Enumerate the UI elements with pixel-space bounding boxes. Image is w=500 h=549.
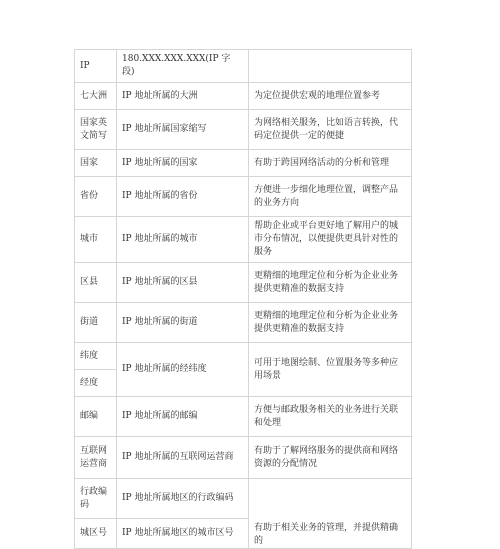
field-cell: 邮编 — [75, 397, 117, 437]
table-row — [75, 303, 412, 343]
field-cell: 区县 — [75, 263, 117, 303]
meaning-cell: 180.XXX.XXX.XXX(IP 字段) — [117, 50, 249, 83]
meaning-cell: IP 地址所属的区县 — [117, 263, 249, 303]
table-row — [75, 263, 412, 303]
use-cell: 帮助企业或平台更好地了解用户的城市分布情况，以便提供更具针对性的服务 — [249, 217, 412, 263]
table-row — [75, 397, 412, 437]
use-cell: 更精细的地理定位和分析为企业业务提供更精准的数据支持 — [249, 263, 412, 303]
meaning-cell: IP 地址所属的经纬度 — [117, 343, 249, 397]
meaning-cell: IP 地址所属的城市 — [117, 217, 249, 263]
meaning-cell: IP 地址所属地区的行政编码 — [117, 479, 249, 519]
use-cell: 为网络相关服务，比如语言转换，代码定位提供一定的便捷 — [249, 110, 412, 150]
use-cell: 有助于了解网络服务的提供商和网络资源的分配情况 — [249, 437, 412, 479]
use-cell: 更精细的地理定位和分析为企业业务提供更精准的数据支持 — [249, 303, 412, 343]
table-row — [75, 437, 412, 479]
field-cell: 省份 — [75, 177, 117, 217]
meaning-cell: IP 地址所属的街道 — [117, 303, 249, 343]
field-cell: IP — [75, 50, 117, 83]
use-cell: 有助于跨国网络活动的分析和管理 — [249, 150, 412, 177]
meaning-cell: IP 地址所属国家缩写 — [117, 110, 249, 150]
table-row — [75, 50, 412, 83]
use-cell: 方便进一步细化地理位置，调整产品的业务方向 — [249, 177, 412, 217]
table-row — [75, 217, 412, 263]
table-row — [75, 343, 412, 370]
field-cell: 七大洲 — [75, 83, 117, 110]
use-cell: 为定位提供宏观的地理位置参考 — [249, 83, 412, 110]
field-cell: 城区号 — [75, 519, 117, 549]
field-cell: 街道 — [75, 303, 117, 343]
table-row — [75, 83, 412, 110]
use-cell: 可用于地图绘制、位置服务等多种应用场景 — [249, 343, 412, 397]
use-cell: 方便与邮政服务相关的业务进行关联和处理 — [249, 397, 412, 437]
meaning-cell: IP 地址所属的邮编 — [117, 397, 249, 437]
use-cell: 有助于相关业务的管理，并提供精确的 — [249, 479, 412, 549]
field-cell: 国家英文简写 — [75, 110, 117, 150]
meaning-cell: IP 地址所属的大洲 — [117, 83, 249, 110]
ip-fields-table — [74, 49, 412, 549]
meaning-cell: IP 地址所属的省份 — [117, 177, 249, 217]
table-row — [75, 479, 412, 519]
table-row — [75, 150, 412, 177]
field-cell: 行政编码 — [75, 479, 117, 519]
meaning-cell: IP 地址所属的国家 — [117, 150, 249, 177]
field-cell: 纬度 — [75, 343, 117, 370]
field-cell: 国家 — [75, 150, 117, 177]
meaning-cell: IP 地址所属的互联网运营商 — [117, 437, 249, 479]
table-row — [75, 177, 412, 217]
meaning-cell: IP 地址所属地区的城市区号 — [117, 519, 249, 549]
use-cell — [249, 50, 412, 83]
table-row — [75, 110, 412, 150]
field-cell: 城市 — [75, 217, 117, 263]
field-cell: 互联网运营商 — [75, 437, 117, 479]
field-cell: 经度 — [75, 370, 117, 397]
